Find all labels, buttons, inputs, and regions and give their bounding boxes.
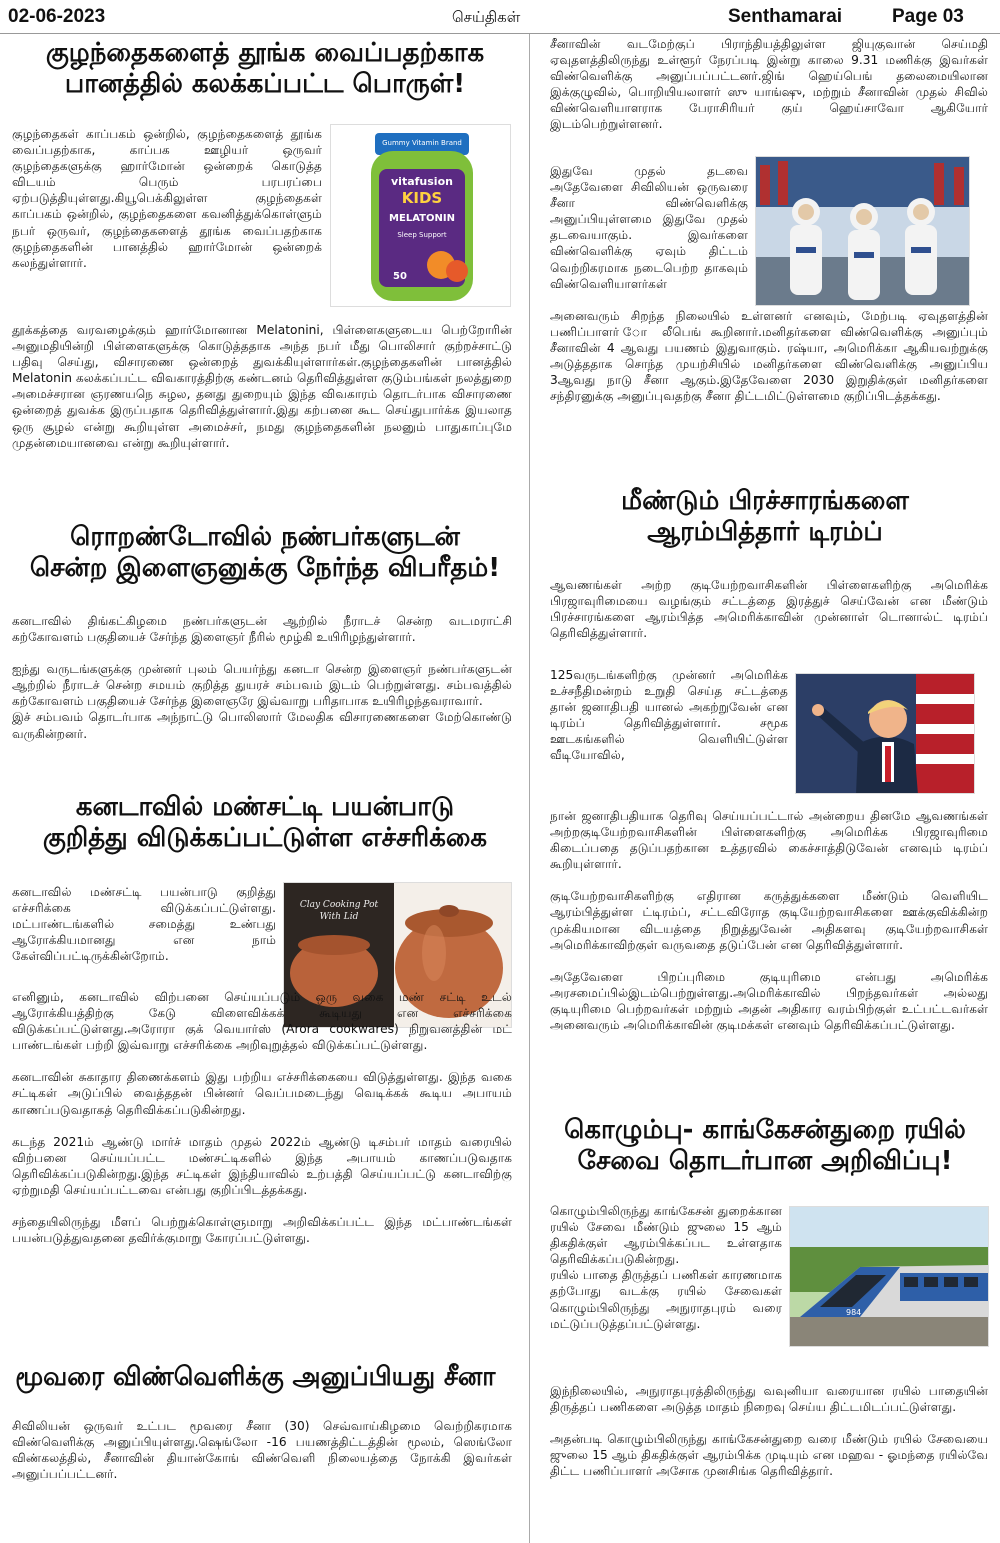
claypot-intro-text: கனடாவில் மண்சட்டி பயன்பாடு குறித்து எச்சரிக்கை விடுக்கப்பட்டுள்ளது. மட்பாண்டங்களில் சமைத்து உண்பது ஆரோக்கியமானது என நாம் கேள்விப்பட்டிருக்கின்றோம். [12, 885, 276, 964]
trump-court-text: 125வருடங்களிற்கு முன்னர் அமெரிக்க உச்சநீதிமன்றம் உறுதி செய்த சட்டத்தை தான் ஜனாதிபதி யானல் அகற்றுவேன் என டிரம்ப் தெரிவித்துள்ளார். சமூக ஊடகங்களில் வெளியிட்டுள்ள வீடியோவில், [550, 668, 788, 763]
claypot-body-text: எனினும், கனடாவில் விற்பனை செய்யப்படும் ஒரு வகை மண் சட்டி உடல் ஆரோக்கியத்திற்கு கேடு விளைவிக்கக் கூடியது என எச்சரிக்கை விடுக்கப்பட்டுள்ளது.அரோரா குக் வெயார்ஸ் (Arora cookwares) நிறுவனத்தின் மட் பாண்டங்கள் பற்றி இவ்வாறு எச்சரிக்கை அறிவுறுத்தல் விடுக்கப்பட்டுள்ளது. கனடாவின் சுகாதார திணைக்களம் இது பற்றிய எச்சரிக்கையை விடுத்துள்ளது. இந்த வகை சட்டிகள் அடுப்பில் வைத்ததன் பின்னர் வெப்பமடைந்து வெடிக்கக் கூடிய அபாயம் காணப்படுவதாகத் தெரிவிக்கப்படுகின்றது. கடந்த 2021ம் ஆண்டு மார்ச் மாதம் முதல் 2022ம் ஆண்டு டிசம்பர் மாதம் வரையில் விற்பனை செய்யப்பட்ட மண்சட்டிகளில் இந்த அபாயம் காணப்படுவதாக தெரிவிக்கப்படுகின்றது.இந்த சட்டிகள் இந்தியாவில் உற்பத்தி செய்யப்பட்டு கனடாவிற்கு ஏற்றுமதி செய்யப்பட்டவை என்பது குறிப்பிடத்தக்கது. சந்தையிலிருந்து மீளப் பெற்றுக்கொள்ளுமாறு அறிவிக்கப்பட்ட இந்த மட்பாண்டங்கள் பயன்படுத்துவதனை தவிர்க்குமாறு கோரப்பட்டுள்ளது. [12, 990, 512, 1246]
svg-text:MELATONIN: MELATONIN [389, 213, 455, 224]
page-number: Page 03 [892, 6, 964, 27]
svg-text:Clay Cooking Pot: Clay Cooking Pot [299, 900, 379, 910]
svg-text:984: 984 [846, 1308, 862, 1317]
china-space-closing-text: அனைவரும் சிறந்த நிலையில் உள்ளனர் எனவும், மேற்படி ஏவுதளத்தின் பணிப்பாளர் ோ லீபெங் கூறினார்.மனிதர்களை விண்வெளிக்கு அனுப்பும் சீனாவின் 4 ஆவது பயணம் இதுவாகும். ரஷ்யா, அமெரிக்கா ஆகியவற்றுக்கு அடுத்ததாக சொந்த முயற்சியில் மனிதர்களை விண்வெளிக்கு அனுப்பிய 3ஆவது நாடு சீனா ஆகும்.இதேவேளை 2030 இறுதிக்குள் மனிதர்களை சந்திரனுக்கு அனுப்புவதற்கு சீனா திட்டமிட்டுள்ளமை குறிப்பிடத்தக்கது. [550, 309, 988, 404]
train-body-text: இந்நிலையில், அநுராதபுரத்திலிருந்து வவுனியா வரையான ரயில் பாதையின் திருத்தப் பணிகளை அடுத்த மாதம் நிறைவு செய்ய திட்டமிடப்பட்டுள்ளது. அதன்படி கொழும்பிலிருந்து காங்கேசன்துறை வரை மீண்டும் ரயில் சேவையை ஜுலை 15 ஆம் திகதிக்குள் ஆரம்பிக்க முடியும் என மஹவ - ஓமந்தை ரயில்வே திட்ட பணிப்பாளர் அசோக முனசிங்க தெரிவித்தார். [550, 1384, 988, 1479]
melatonin-headline: குழந்தைகளைத் தூங்க வைப்பதற்காக பானத்தில் கலக்கப்பட்ட பொருள்! [45, 38, 485, 99]
svg-text:With Lid: With Lid [319, 912, 359, 922]
astronauts-photo [755, 156, 970, 306]
trump-photo [795, 673, 975, 794]
claypot-headline: கனடாவில் மண்சட்டி பயன்பாடு குறித்து விடுக்கப்பட்டுள்ள எச்சரிக்கை [42, 792, 488, 853]
section-name: செய்திகள் [452, 8, 521, 26]
china-space-headline: மூவரை விண்வெளிக்கு அனுப்பியது சீனா [15, 1362, 496, 1392]
svg-text:Sleep Support: Sleep Support [397, 231, 447, 239]
svg-text:50: 50 [393, 271, 407, 282]
train-intro-text: கொழும்பிலிருந்து காங்கேசன் துறைக்கான ரயில் சேவை மீண்டும் ஜுலை 15 ஆம் திகதிக்குள் ஆரம்பிக்கப்பட உள்ளதாக தெரிவிக்கப்படுகின்றது. ரயில் பாதை திருத்தப் பணிகள் காரணமாக தற்போது வடக்கு ரயில் சேவைகள் கொழும்பிலிருந்து அநுராதபுரம் வரை மட்டுப்படுத்தப்பட்டுள்ளது. [550, 1204, 782, 1331]
svg-text:vitafusion: vitafusion [391, 175, 453, 188]
china-space-first-text: இதுவே முதல் தடவை அதேவேளை சிவிலியன் ஒருவரை சீனா விண்வெளிக்கு அனுப்பியுள்ளமை இதுவே முதல் தடவையாகும். இவர்களை விண்வெளிக்கு ஏவும் திட்டம் வெற்றிகரமாக நடைபெற்ற தாகவும் விண்வெளியாளர்கள் [550, 164, 748, 291]
column-divider [529, 34, 530, 1543]
newspaper-name: Senthamarai [728, 6, 843, 27]
page-header [0, 0, 1000, 34]
train-headline: கொழும்பு- காங்கேசன்துறை ரயில் சேவை தொடர்பான அறிவிப்பு! [564, 1115, 966, 1176]
train-photo [789, 1206, 989, 1347]
svg-text:Gummy Vitamin Brand: Gummy Vitamin Brand [382, 139, 462, 147]
melatonin-product-photo [330, 124, 511, 307]
china-space-body-text: சிவிலியன் ஒருவர் உட்பட மூவரை சீனா (30) செவ்வாய்கிழமை வெற்றிகரமாக விண்வெளிக்கு அனுப்பியுள்ளது.ஷெங்லோ -16 பயணத்திட்டத்தின் மூலம், ஸெங்லோ விண்கலத்தில், சீனாவின் தியான்கோங் விண்வெளி நிலையத்தை நோக்கி இவர்கள் அனுப்பப்பட்டனர். [12, 1419, 512, 1482]
toronto-headline: ரொறண்டோவில் நண்பர்களுடன் சென்ற இளைஞனுக்கு நேர்ந்த விபரீதம்! [29, 522, 501, 583]
toronto-body-text: கனடாவில் திங்கட்கிழமை நண்பர்களுடன் ஆற்றில் நீராடச் சென்ற வடமராட்சி கற்கோவளம் பகுதியைச் சேர்ந்த இளைஞர் நீரில் மூழ்கி உயிரிழந்துள்ளார். ஐந்து வருடங்களுக்கு முன்னர் புலம் பெயர்ந்து கனடா சென்ற இளைஞர் நண்பர்களுடன் ஆற்றில் நீராடச் சென்ற சமயம் குறித்த துயரச் சம்பவம் இடம் பெற்றுள்ளது. சம்பவத்தில் கற்கோவளம் பகுதியைச் சேர்ந்த இளைஞரே இவ்வாறு பரிதாபாக உயிரிழந்தவராவார். இச் சம்பவம் தொடர்பாக அந்நாட்டு பொலிஸார் மேலதிக விசாரணைகளை மேற்கொண்டு வருகின்றனர். [12, 614, 512, 741]
trump-body-text: நான் ஜனாதிபதியாக தெரிவு செய்யப்பட்டால் அன்றைய தினமே ஆவணங்கள் அற்றகுடியேற்றவாசிகளின் பிள்ளைகளிற்கு அமெரிக்க பிரஜாவுரிமை கிடைப்பதை தடுப்பதற்கான உத்தரவில் கைச்சாத்திடுவேன் எனவும் டிரம்ப் கூறியுள்ளார். குடியேற்றவாசிகளிற்கு எதிரான கருத்துக்களை மீண்டும் வெளியிட ஆரம்பித்துள்ள ட்டிரம்ப், சட்டவிரோத குடியேற்றவாசிகளை ஊக்குவிக்கின்ற முக்கியமான விடயத்தை நிறுத்துவேன் அதிகளவு குடியேற்றவாசிகள் அமெரிக்காவிற்குள் வருவதை தடுப்பேன் என தெரிவித்துள்ளார். அதேவேளை பிறப்புரிமை குடியுரிமை என்பது அமெரிக்க அரசமைப்பில்இடம்பெற்றுள்ளது.அமெரிக்காவில் பிறந்தவர்கள் அல்லது குடியுரிமை பெற்றவர்கள் மற்றும் அதன் அதிகார வரம்பிற்குள் உட்பட்டவர்கள் அனைவரும் அமெரிக்காவின் குடிமக்கள் எனவும் தெரிவிக்கப்பட்டுள்ளது. [550, 809, 988, 1033]
china-space-continued-text: சீனாவின் வடமேற்குப் பிராந்தியத்திலுள்ள ஜியுகுவான் செய்மதி ஏவுதளத்திலிருந்து உள்ளூர் நேரப்படி இன்று காலை 9.31 மணிக்கு இவர்கள் விண்வெளிக்கு அனுப்பப்பட்டனர்.ஜிங் ஹெய்பெங் தலைமையிலான இக்குழுவில், பொறியியலாளர் ஸு யாங்ஷு, மற்றும் சீனாவின் முதல் சிவில் விண்வெளியாளராக பேராசிரியர் குய் ஹெய்சாவோ ஆகியோர் இடம்பெற்றுள்ளனர். [550, 37, 988, 132]
issue-date: 02-06-2023 [8, 6, 106, 27]
melatonin-intro-text: குழந்தைகள் காப்பகம் ஒன்றில், குழந்தைகளைத் தூங்க வைப்பதற்காக, காப்பக ஊழியர் ஒருவர் குழந்தைகளுக்கு ஹார்மோன் ஒன்றைக் கொடுத்த விடயம் பெரும் பரபரப்பை ஏற்படுத்தியுள்ளது.கியூபெக்கிலுள்ள குழந்தைகள் காப்பகம் ஒன்றில், குழந்தைகளை கவனித்துக்கொள்ளும் நபர் ஒருவர், குழந்தைகளைத் தூங்க வைப்பதற்காக குழந்தைகளின் பானத்தில் ஹார்மோன் ஒன்றைக் கலந்துள்ளார். [12, 127, 322, 270]
trump-intro-text: ஆவணங்கள் அற்ற குடியேற்றவாசிகளின் பிள்ளைகளிற்கு அமெரிக்க பிரஜாவுரிமையை வழங்கும் சட்டத்தை இரத்துச் செய்வேன் என மீண்டும் பிரச்சாரங்களை ஆரம்பித்த அமெரிக்காவின் முன்னாள் டொனால்ட் டிரம்ப் தெரிவித்துள்ளார். [550, 578, 988, 641]
melatonin-body-text: தூக்கத்தை வரவழைக்கும் ஹார்மோனான Melatonini, பிள்ளைகளுடைய பெற்றோரின் அனுமதியின்றி பிள்ளைகளுக்கு கொடுத்ததாக அந்த நபர் மீது பொலிசார் குற்றச்சாட்டு பதிவு செய்து, விசாரணை ஒன்றைத் துவக்கியுள்ளார்கள்.குழந்தைகளின் பானத்தில் Melatonin கலக்கப்பட்ட விவகாரத்திற்கு கண்டனம் தெரிவித்துள்ள குடும்பங்கள் நலத்துறை அமைச்சரான ஞரணயநெ சுழல, தனது துறையும் இந்த விவகாரம் தொடர்பாக விசாரணை ஒன்றைத் துவக்க இருப்பதாக தெரிவித்துள்ளார்.இது கற்பனை கூட செய்துபார்க்க இயலாத ஒரு சூழல் என்று கூறியுள்ள அமைச்சர், நமது குழந்தைகளின் நலனும் பாதுகாப்புமே முதன்மையானவை என்று கூறியுள்ளார். [12, 323, 512, 450]
svg-text:KIDS: KIDS [401, 189, 443, 207]
trump-headline: மீண்டும் பிரச்சாரங்களை ஆரம்பித்தார் டிரம்ப் [621, 486, 909, 547]
